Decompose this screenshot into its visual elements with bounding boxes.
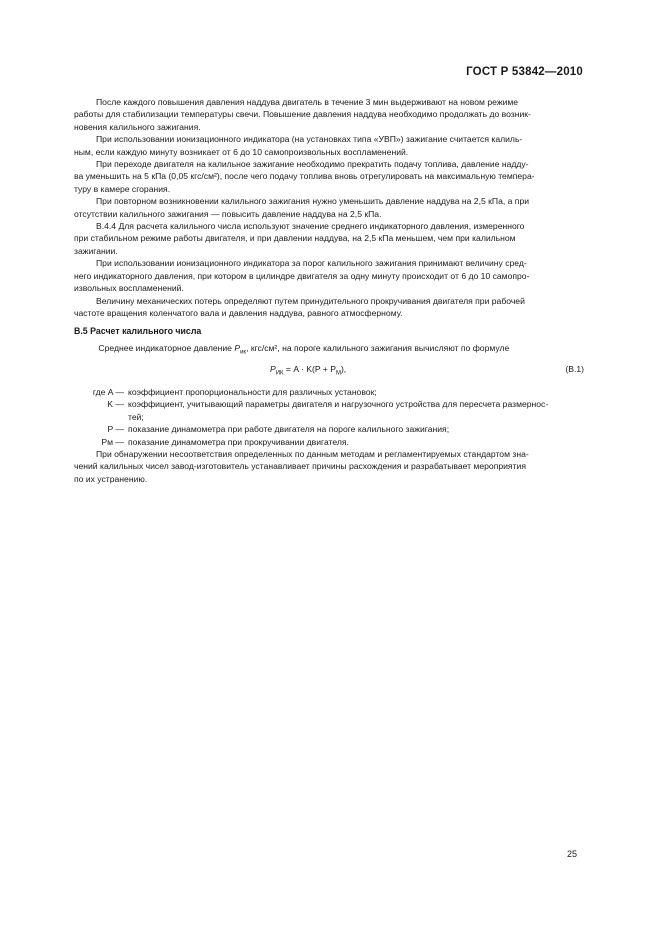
definition-symbol: P — (107, 424, 124, 435)
definitions-list (74, 386, 584, 448)
section-heading: В.5 Расчет калильного числа (74, 326, 202, 337)
definition-symbol: Pм — (101, 436, 124, 447)
paragraph (74, 295, 584, 320)
document-body (74, 96, 584, 485)
text-line: Величину механических потерь определяют путем принудительного прокручивания двигателя при рабочей (96, 295, 525, 306)
paragraph (74, 96, 584, 133)
text-line: извольных воспламенений. (74, 283, 184, 294)
text-line: туру в камере сгорания. (74, 183, 171, 194)
text-line: него индикаторного давления, при котором в цилиндре двигателя за одну минуту происходит от 6 до 10 самопро- (74, 270, 530, 281)
definition-item (74, 398, 584, 423)
definition-symbol: где A — (92, 386, 124, 397)
text-line: показание динамометра при работе двигателя на пороге калильного зажигания; (128, 424, 450, 435)
text-line: При переходе двигателя на калильное зажигание необходимо прекратить подачу топлива, давление надду- (96, 159, 529, 170)
text-line: коэффициент, учитывающий параметры двигателя и нагрузочного устройства для пересчета размернос- (128, 399, 549, 410)
text-line: чений калильных чисел завод-изготовитель устанавливает причины расхождения и разрабатывает мероприятия (74, 461, 526, 472)
definition-symbol: K — (107, 399, 124, 410)
paragraphs (74, 96, 584, 319)
paragraph (74, 257, 584, 294)
text-line: В.4.4 Для расчета калильного числа используют значение среднего индикаторного давления, измеренного (96, 221, 525, 232)
text-line: тей; (128, 411, 144, 422)
text-line: зажигании. (74, 245, 118, 256)
formula-intro: Среднее индикаторное давление $P_{ик}$, кгс/см², на пороге калильного зажигания вычисляют по формуле (98, 342, 510, 356)
definition-text (128, 386, 584, 398)
text-line: новения калильного зажигания. (74, 121, 201, 132)
text-line: При использовании ионизационного индикатора (на установках типа «УВП») зажигание считается калиль- (96, 134, 523, 145)
text-line: отсутствии калильного зажигания — повысить давление наддува на 2,5 кПа. (74, 208, 382, 219)
text-line: При использовании ионизационного индикатора за порог калильного зажигания принимают величину сред- (96, 258, 527, 269)
definition-text (128, 423, 584, 435)
text-line: ва уменьшить на 5 кПа (0,05 кгс/см²), после чего подачу топлива вновь отрегулировать на максимальную темпера- (74, 171, 535, 182)
formula-block (74, 363, 584, 380)
formula: $P_{ИК} = A \cdot K(P + P_М)$, (270, 363, 347, 377)
closing-paragraph (74, 448, 584, 485)
page-number: 25 (566, 849, 577, 859)
definition-item (74, 386, 584, 398)
text-line: ным, если каждую минуту возникает от 6 до 10 самопроизвольных воспламенений. (74, 146, 409, 157)
standard-designation: ГОСТ Р 53842—2010 (466, 66, 583, 78)
paragraph (74, 195, 584, 220)
definition-text (128, 398, 584, 423)
definition-item (74, 436, 584, 448)
text-line: При обнаружении несоответствия определенных по данным методам и регламентируемых стандартом зна- (96, 449, 529, 459)
text-line: При повторном возникновении калильного зажигания нужно уменьшить давление наддува на 2,5 кПа, а при (96, 196, 530, 207)
text-line: частоте вращения коленчатого вала и давления наддува, равного атмосферному. (74, 307, 403, 318)
paragraph (74, 158, 584, 195)
formula-number: (В.1) (565, 363, 584, 374)
text-line: показание динамометра при прокручивании двигателя. (128, 436, 349, 447)
text-line: коэффициент пропорциональности для различных установок; (128, 386, 377, 397)
text-line: После каждого повышения давления наддува двигатель в течение 3 мин выдерживают на новом режиме (96, 97, 519, 107)
definition-item (74, 423, 584, 435)
paragraph (74, 220, 584, 257)
text-line: по их устранению. (74, 473, 148, 484)
text-line: работы для стабилизации температуры свечи. Повышение давления наддува необходимо продолжать до возник- (74, 109, 531, 120)
paragraph (74, 133, 584, 158)
text-line: при стабильном режиме работы двигателя, и при давлении наддува, на 2,5 кПа меньшем, чем при калильном (74, 233, 516, 244)
definition-text (128, 436, 584, 448)
